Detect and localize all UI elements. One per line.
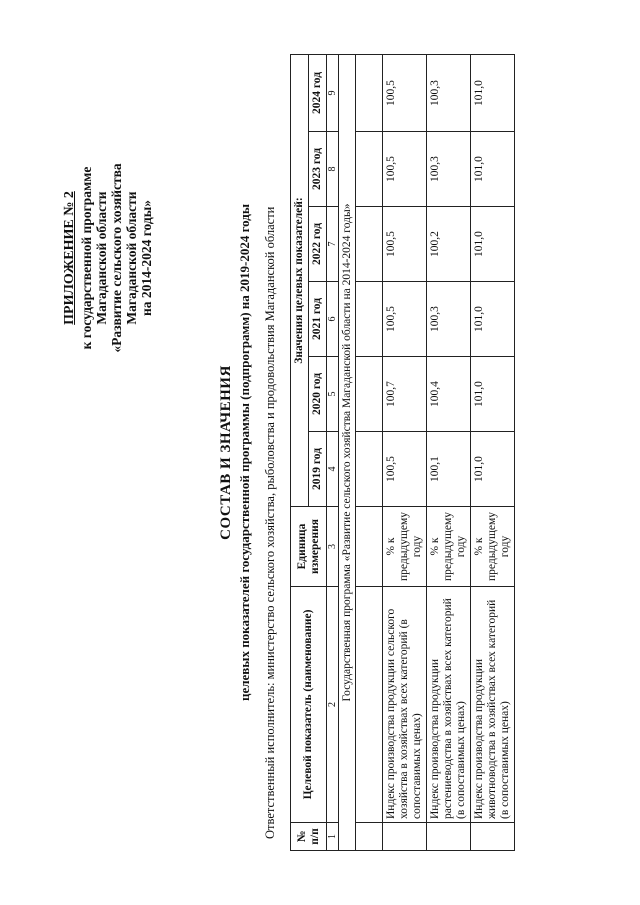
appendix-line: к государственной программе — [79, 166, 94, 350]
indicator-name: Индекс производства продукции сельского хозяйства в хозяйствах всех категорий (в сопоставимых ценах) — [383, 587, 427, 823]
document-subtitle: целевых показателей государственной программы (подпрограмм) на 2019-2024 годы — [237, 203, 252, 702]
document-title: СОСТАВ И ЗНАЧЕНИЯ — [218, 365, 234, 540]
indicator-unit: % к предыдущему году — [471, 507, 515, 587]
value-cell: 100,1 — [427, 432, 471, 507]
appendix-line: Магаданской области — [124, 191, 139, 325]
indicator-name: Индекс производства продукции животноводства в хозяйствах всех категорий (в сопоставимых ценах) — [471, 587, 515, 823]
row-number — [383, 823, 427, 851]
empty-cell — [356, 357, 383, 432]
column-number: 2 — [327, 587, 339, 823]
value-cell: 101,0 — [471, 432, 515, 507]
value-cell: 101,0 — [471, 132, 515, 207]
header-year: 2022 год — [309, 207, 327, 282]
column-number: 5 — [327, 357, 339, 432]
indicator-name: Индекс производства продукции растениеводства в хозяйствах всех категорий (в сопоставимых ценах) — [427, 587, 471, 823]
row-number — [471, 823, 515, 851]
header-indicator-name: Целевой показатель (наименование) — [291, 587, 327, 823]
value-cell: 101,0 — [471, 282, 515, 357]
program-title: Государственная программа «Развитие сельского хозяйства Магаданской области на 2014-2024 годы» — [339, 54, 356, 850]
empty-cell — [356, 207, 383, 282]
program-row — [339, 54, 356, 850]
value-cell: 100,3 — [427, 282, 471, 357]
empty-cell — [356, 432, 383, 507]
column-number: 3 — [327, 507, 339, 587]
column-number: 8 — [327, 132, 339, 207]
value-cell: 101,0 — [471, 207, 515, 282]
column-number: 4 — [327, 432, 339, 507]
value-cell: 100,5 — [383, 282, 427, 357]
appendix-header — [62, 98, 154, 418]
empty-cell — [356, 132, 383, 207]
empty-cell — [356, 282, 383, 357]
value-cell: 100,5 — [383, 207, 427, 282]
empty-cell — [356, 507, 383, 587]
header-year: 2023 год — [309, 132, 327, 207]
header-values: Значения целевых показателей: — [291, 54, 309, 506]
empty-cell — [356, 587, 383, 823]
appendix-line: Магаданской области — [94, 191, 109, 325]
column-number: 7 — [327, 207, 339, 282]
header-number: № п/п — [291, 823, 327, 851]
column-number: 9 — [327, 54, 339, 131]
header-year: 2019 год — [309, 432, 327, 507]
table-row — [383, 54, 427, 850]
value-cell: 100,4 — [427, 357, 471, 432]
column-number: 1 — [327, 823, 339, 851]
column-number: 6 — [327, 282, 339, 357]
value-cell: 100,5 — [383, 132, 427, 207]
value-cell: 101,0 — [471, 54, 515, 131]
header-unit: Единица измерения — [291, 507, 327, 587]
empty-cell — [356, 54, 383, 131]
column-numbers-row — [327, 54, 339, 850]
indicator-unit: % к предыдущему году — [383, 507, 427, 587]
row-number — [427, 823, 471, 851]
value-cell: 100,2 — [427, 207, 471, 282]
empty-cell — [356, 823, 383, 851]
header-year: 2021 год — [309, 282, 327, 357]
value-cell: 100,3 — [427, 54, 471, 131]
responsible-executor: Ответственный исполнитель: министерство сельского хозяйства, рыболовства и продовольствия Магаданской области — [263, 206, 277, 839]
indicator-unit: % к предыдущему году — [427, 507, 471, 587]
header-row — [291, 54, 309, 850]
header-year: 2024 год — [309, 54, 327, 131]
value-cell: 100,5 — [383, 432, 427, 507]
appendix-line: на 2014-2024 годы» — [139, 199, 154, 317]
appendix-number: ПРИЛОЖЕНИЕ № 2 — [62, 191, 77, 325]
value-cell: 100,3 — [427, 132, 471, 207]
table-row — [471, 54, 515, 850]
spacer-row — [356, 54, 383, 850]
value-cell: 100,7 — [383, 357, 427, 432]
header-year: 2020 год — [309, 357, 327, 432]
appendix-line: «Развитие сельского хозяйства — [109, 163, 124, 353]
table-row — [427, 54, 471, 850]
value-cell: 100,5 — [383, 54, 427, 131]
value-cell: 101,0 — [471, 357, 515, 432]
indicators-table — [290, 54, 515, 851]
